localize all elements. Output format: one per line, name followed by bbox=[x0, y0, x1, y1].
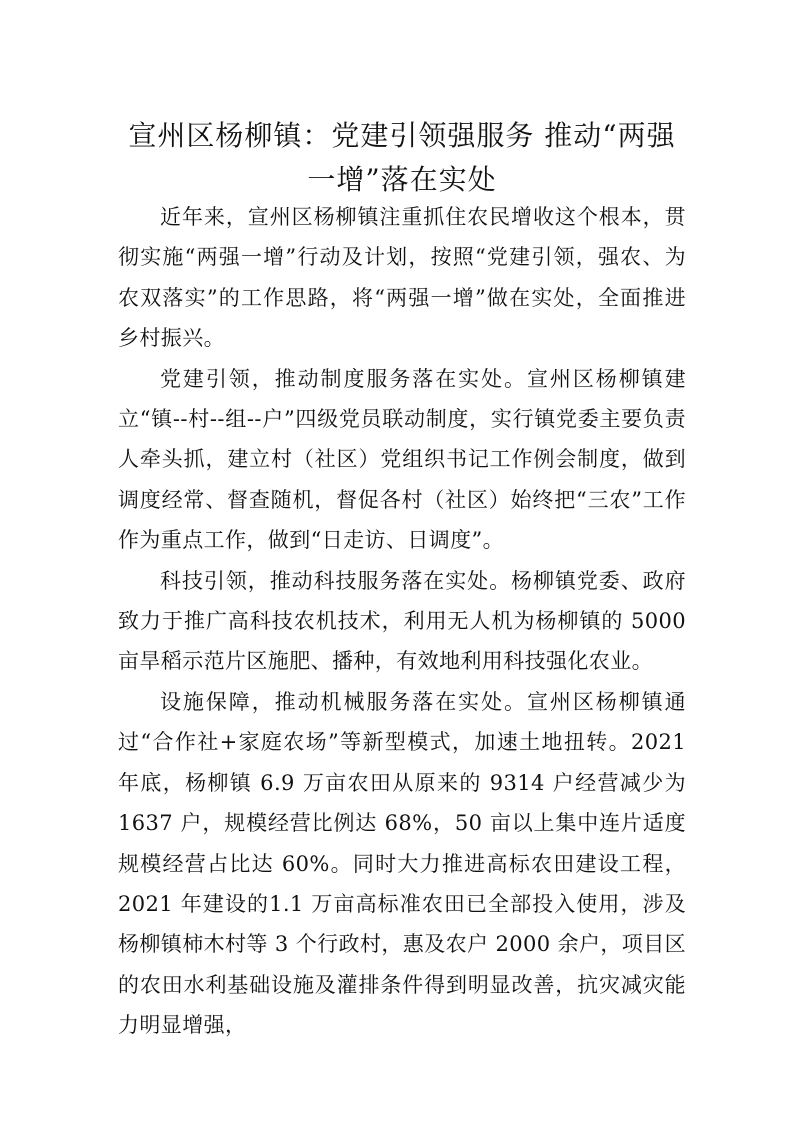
paragraph-party-leadership: 党建引领，推动制度服务落在实处。宣州区杨柳镇建立“镇--村--组--户”四级党员联动制度，实行镇党委主要负责人牵头抓，建立村（社区）党组织书记工作例会制度，做到调度经常、督查随机，督促各村（社区）始终把“三农”工作作为重点工作，做到“日走访、日调度”。 bbox=[118, 366, 686, 553]
document-body bbox=[118, 197, 686, 1046]
document-title: 宣州区杨柳镇：党建引领强服务 推动“两强一增”落在实处 bbox=[128, 119, 676, 196]
paragraph-facilities: 设施保障，推动机械服务落在实处。宣州区杨柳镇通过“合作社+家庭农场”等新型模式，加速土地扭转。2021 年底，杨柳镇 6.9 万亩农田从原来的 9314 户经营减少为 1637 户，规模经营比例达 68%，50 亩以上集中连片适度规模经营占比达 60%。同时大力推进高标农田建设工程，2021 年建设的1.1 万亩高标准农田已全部投入使用，涉及杨柳镇柿木村等 3 个行政村，惠及农户 2000 余户，项目区的农田水利基础设施及灌排条件得到明显改善，抗灾减灾能力明显增强， bbox=[118, 689, 686, 1038]
paragraph-intro: 近年来，宣州区杨柳镇注重抓住农民增收这个根本，贯彻实施“两强一增”行动及计划，按照“党建引领，强农、为农双落实”的工作思路，将“两强一增”做在实处，全面推进乡村振兴。 bbox=[118, 205, 686, 351]
paragraph-technology: 科技引领，推动科技服务落在实处。杨柳镇党委、政府致力于推广高科技农机技术，利用无人机为杨柳镇的 5000 亩旱稻示范片区施肥、播种，有效地利用科技强化农业。 bbox=[118, 568, 686, 674]
